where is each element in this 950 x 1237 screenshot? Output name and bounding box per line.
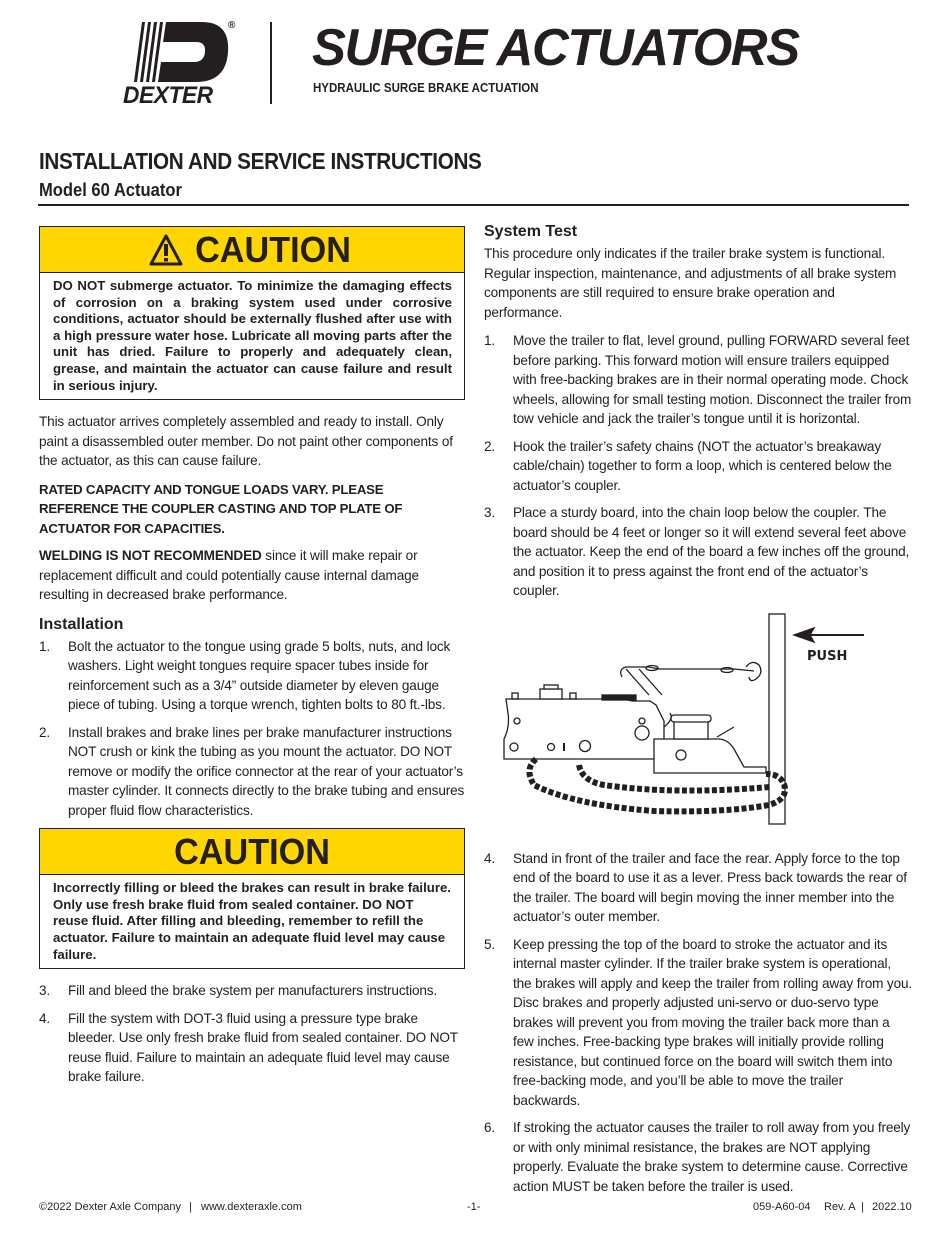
list-item: [484, 331, 912, 429]
push-label: PUSH: [807, 648, 848, 664]
step-number: 4.: [39, 1010, 51, 1026]
warning-triangle-icon: [149, 234, 183, 266]
caution-box-brake-fluid: [39, 828, 465, 969]
step-number: 2.: [39, 724, 51, 740]
caution-heading: CAUTION: [174, 830, 330, 872]
step-number: 3.: [39, 983, 51, 999]
welding-notice-bold: WELDING IS NOT RECOMMENDED: [39, 548, 262, 564]
installation-heading: Installation: [39, 615, 124, 633]
list-item: [484, 437, 912, 496]
rated-capacity-notice: RATED CAPACITY AND TONGUE LOADS VARY. PLEASE REFERENCE THE COUPLER CASTING AND TOP PLATE OF ACTUATOR FOR CAPACITIES.: [39, 481, 403, 536]
footer-separator: |: [189, 1201, 192, 1213]
step-text: Place a sturdy board, into the chain loop below the coupler. The board should be 4 feet or longer so it will extend several feet above the actuator. Keep the end of the board a few inches off the ground, and position it to press against the front end of the actuator’s coupler.: [513, 505, 910, 598]
list-item: [484, 849, 912, 927]
list-item: [484, 1118, 912, 1196]
left-column: [39, 226, 465, 1095]
step-text: Stand in front of the trailer and face the rear. Apply force to the top end of the board to use it as a lever. Press back towards the rear of the trailer. The board will begin moving the inner member into the actuator’s outer member.: [513, 850, 907, 924]
document-title: INSTALLATION AND SERVICE INSTRUCTIONS: [39, 148, 482, 174]
list-item: [39, 981, 465, 1001]
header-divider: [270, 22, 272, 104]
step-text: Hook the trailer’s safety chains (NOT the actuator’s breakaway cable/chain) together to form a loop, which is centered below the actuator’s coupler.: [513, 438, 892, 493]
caution-text: DO NOT submerge actuator. To minimize the damaging effects of corrosion on a braking system used under corrosive conditions, actuator should be externally flushed after use with a high pressure water hose. Lubricate all moving parts after the unit has dried. Failure to properly and adequately clean, grease, and maintain the actuator can cause failure and result in serious injury.: [53, 278, 452, 393]
installation-steps-1: [39, 637, 465, 821]
brand-name: DEXTER: [123, 82, 213, 109]
list-item: [484, 503, 912, 601]
welding-notice-text: since it will make repair or replacement difficult and could potentially cause internal damage resulting in decreased brake performance.: [39, 548, 419, 603]
step-number: 1.: [484, 333, 496, 348]
step-text: Move the trailer to flat, level ground, pulling FORWARD several feet before parking. This forward motion will ensure trailers equipped with free-backing brakes are in their normal operating mode. Chock wheels, allowing for small testing motion. Disconnect the trailer from tow vehicle and jack the trailer’s tongue until it is horizontal.: [513, 333, 912, 426]
product-subtitle: HYDRAULIC SURGE BRAKE ACTUATION: [313, 81, 539, 95]
actuator-test-illustration: [484, 609, 912, 845]
step-text: Bolt the actuator to the tongue using grade 5 bolts, nuts, and lock washers. Light weight tongues require spacer tubes inside for reinforcement such as a 3/4” outside diameter by eleven gauge piece of tubing. Using a torque wrench, tighten bolts to 80 ft.-lbs.: [68, 638, 451, 713]
list-item: [484, 935, 912, 1111]
right-column: [484, 222, 912, 1204]
system-test-heading: System Test: [484, 223, 578, 240]
footer-doc-number: 059-A60-04: [753, 1201, 811, 1213]
step-text: Install brakes and brake lines per brake manufacturer instructions NOT crush or kink the tubing as you mount the actuator. DO NOT remove or modify the orifice connector at the rear of your actuator’s master cylinder. It connects directly to the brake tubing and ensures proper fluid flow characteristics.: [68, 724, 465, 818]
footer-website-link[interactable]: www.dexteraxle.com: [201, 1201, 302, 1213]
step-number: 6.: [484, 1120, 496, 1135]
actuator-board-chain-diagram-icon: [484, 609, 912, 845]
caution-heading: CAUTION: [195, 228, 351, 270]
dexter-d-logo-icon: [132, 22, 232, 84]
footer-separator: |: [861, 1201, 864, 1213]
list-item: [39, 723, 465, 821]
step-text: Fill and bleed the brake system per manufacturers instructions.: [68, 983, 438, 999]
footer-copyright: ©2022 Dexter Axle Company: [39, 1201, 182, 1213]
registered-mark: ®: [228, 20, 236, 31]
step-text: Fill the system with DOT-3 fluid using a pressure type brake bleeder. Use only fresh brake fluid from sealed container. DO NOT reuse fluid. Failure to maintain an adequate fluid level may cause brake failure.: [68, 1010, 458, 1085]
title-rule: [38, 204, 909, 206]
page-number: -1-: [467, 1201, 481, 1213]
caution-text: Incorrectly filling or bleed the brakes can result in brake failure. Only use fresh brake fluid from sealed container. DO NOT reuse fluid. After filling and bleeding, remember to refill the actuator. Failure to maintain an adequate fluid level may cause failure.: [53, 880, 451, 962]
list-item: [39, 637, 465, 715]
caution-header: [40, 227, 464, 273]
system-test-intro: This procedure only indicates if the trailer brake system is functional. Regular inspection, maintenance, and adjustments of all brake system components are still required to ensure brake operation and performance.: [484, 246, 897, 320]
product-title: SURGE ACTUATORS: [312, 19, 799, 77]
welding-notice: [39, 546, 465, 605]
footer-revision: Rev. A: [824, 1201, 856, 1213]
installation-steps-2: [39, 981, 465, 1087]
step-text: If stroking the actuator causes the trailer to roll away from you freely or with only minimal resistance, the brakes are NOT applying properly. Evaluate the brake system to determine cause. Corrective action MUST be taken before the trailer is used.: [513, 1120, 911, 1194]
step-number: 4.: [484, 850, 496, 866]
footer-date: 2022.10: [872, 1201, 912, 1213]
step-number: 2.: [484, 438, 496, 454]
dexter-logo: [120, 18, 240, 108]
system-test-steps-2: [484, 849, 912, 1197]
intro-paragraph: This actuator arrives completely assembled and ready to install. Only paint a disassembled outer member. Do not paint other components of the actuator, as this can cause failure.: [39, 414, 453, 469]
step-text: Keep pressing the top of the board to stroke the actuator and its internal master cylinder. If the trailer brake system is operational, the brakes will apply and keep the trailer from rolling away from you. Disc brakes and properly adjusted uni-servo or duo-servo type brakes will prevent you from moving the trailer back more than a few inches. Free-backing type brakes will initially provide rolling resistance, but continued force on the board will switch them into free-backing mode, and you’ll be able to move the trailer backwards.: [513, 936, 913, 1108]
system-test-steps-1: [484, 331, 912, 601]
caution-header: [40, 829, 464, 875]
document-model: Model 60 Actuator: [39, 180, 182, 200]
step-number: 1.: [39, 638, 51, 654]
caution-box-submerge: [39, 226, 465, 400]
step-number: 5.: [484, 936, 496, 952]
step-number: 3.: [484, 505, 496, 520]
list-item: [39, 1009, 465, 1087]
footer: [39, 1201, 910, 1217]
